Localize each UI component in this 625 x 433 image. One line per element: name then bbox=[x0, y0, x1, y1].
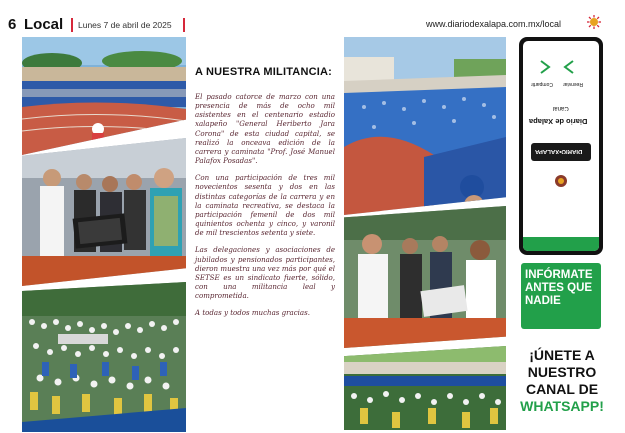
whatsapp-promo bbox=[515, 37, 607, 433]
phone-mockup bbox=[519, 37, 603, 255]
phone-green-bar bbox=[523, 237, 599, 251]
article-title: A NUESTRA MILITANCIA: bbox=[195, 66, 333, 78]
page-number: 6 bbox=[8, 16, 17, 33]
phone-logo-box bbox=[531, 143, 591, 161]
article-paragraph: Con una participación de tres mil novecientos sesenta y dos en las distintas categorías de la carrera y en la caminata recreativa, se destaca la participación femenil de dos mil quinientos ochenta y cinco, y varonil de mil trescientos setenta y siete. bbox=[195, 173, 335, 238]
photo-stadium-track bbox=[22, 37, 186, 155]
phone-notify-label: Reenviar bbox=[563, 81, 584, 87]
whatsapp-label: WHATSAPP! bbox=[520, 398, 604, 414]
photo-award-presentation bbox=[344, 206, 506, 348]
sun-logo-icon bbox=[587, 15, 601, 29]
header-divider-end bbox=[183, 18, 185, 32]
join-line-2: NUESTRO bbox=[527, 364, 597, 380]
article bbox=[195, 66, 335, 325]
phone-brand-label: Diario de Xalapa bbox=[529, 117, 588, 126]
join-line-3: CANAL DE bbox=[525, 381, 599, 397]
page-header bbox=[0, 0, 625, 34]
phone-logo-text: DIARIO•XALAPA bbox=[535, 148, 583, 154]
phone-crest-icon bbox=[553, 173, 569, 189]
site-url-link[interactable]: www.diariodexalapa.com.mx/local bbox=[426, 19, 562, 29]
issue-date: Lunes 7 de abril de 2025 bbox=[78, 20, 172, 30]
photo-walking-crowd bbox=[22, 282, 186, 432]
article-paragraph: El pasado catorce de marzo con una presencia de más de ocho mil asistentes en el centenario estadio xalapeño "General Heriberto Jara Corona" de esta ciudad capital, se realizó la onceava edición de la carrera y caminata "Prof. José Manuel Palafox Posadas". bbox=[195, 92, 335, 166]
informate-banner: INFÓRMATE ANTES QUE NADIE bbox=[521, 263, 601, 329]
join-channel-callout[interactable] bbox=[519, 347, 605, 415]
header-divider bbox=[71, 18, 73, 32]
section-title: Local bbox=[24, 16, 64, 33]
phone-share-label: Compartir bbox=[531, 81, 553, 87]
article-paragraph: A todas y todos muchas gracias. bbox=[195, 308, 310, 318]
photo-stadium-crowd bbox=[344, 346, 506, 430]
phone-screen bbox=[523, 41, 599, 251]
phone-action-icons bbox=[533, 53, 589, 93]
photo-group-plaque bbox=[22, 138, 186, 286]
join-line-1: ¡ÚNETE A bbox=[529, 347, 595, 363]
photo-stadium-stands bbox=[344, 37, 506, 215]
article-paragraph: Las delegaciones y asociaciones de jubilados y pensionados participantes, dieron muestra una vez más por qué el SETSE es un sindicato fuerte, sólido, con una militancia leal y comprometida. bbox=[195, 245, 335, 301]
phone-channel-label: Canal bbox=[553, 105, 569, 111]
